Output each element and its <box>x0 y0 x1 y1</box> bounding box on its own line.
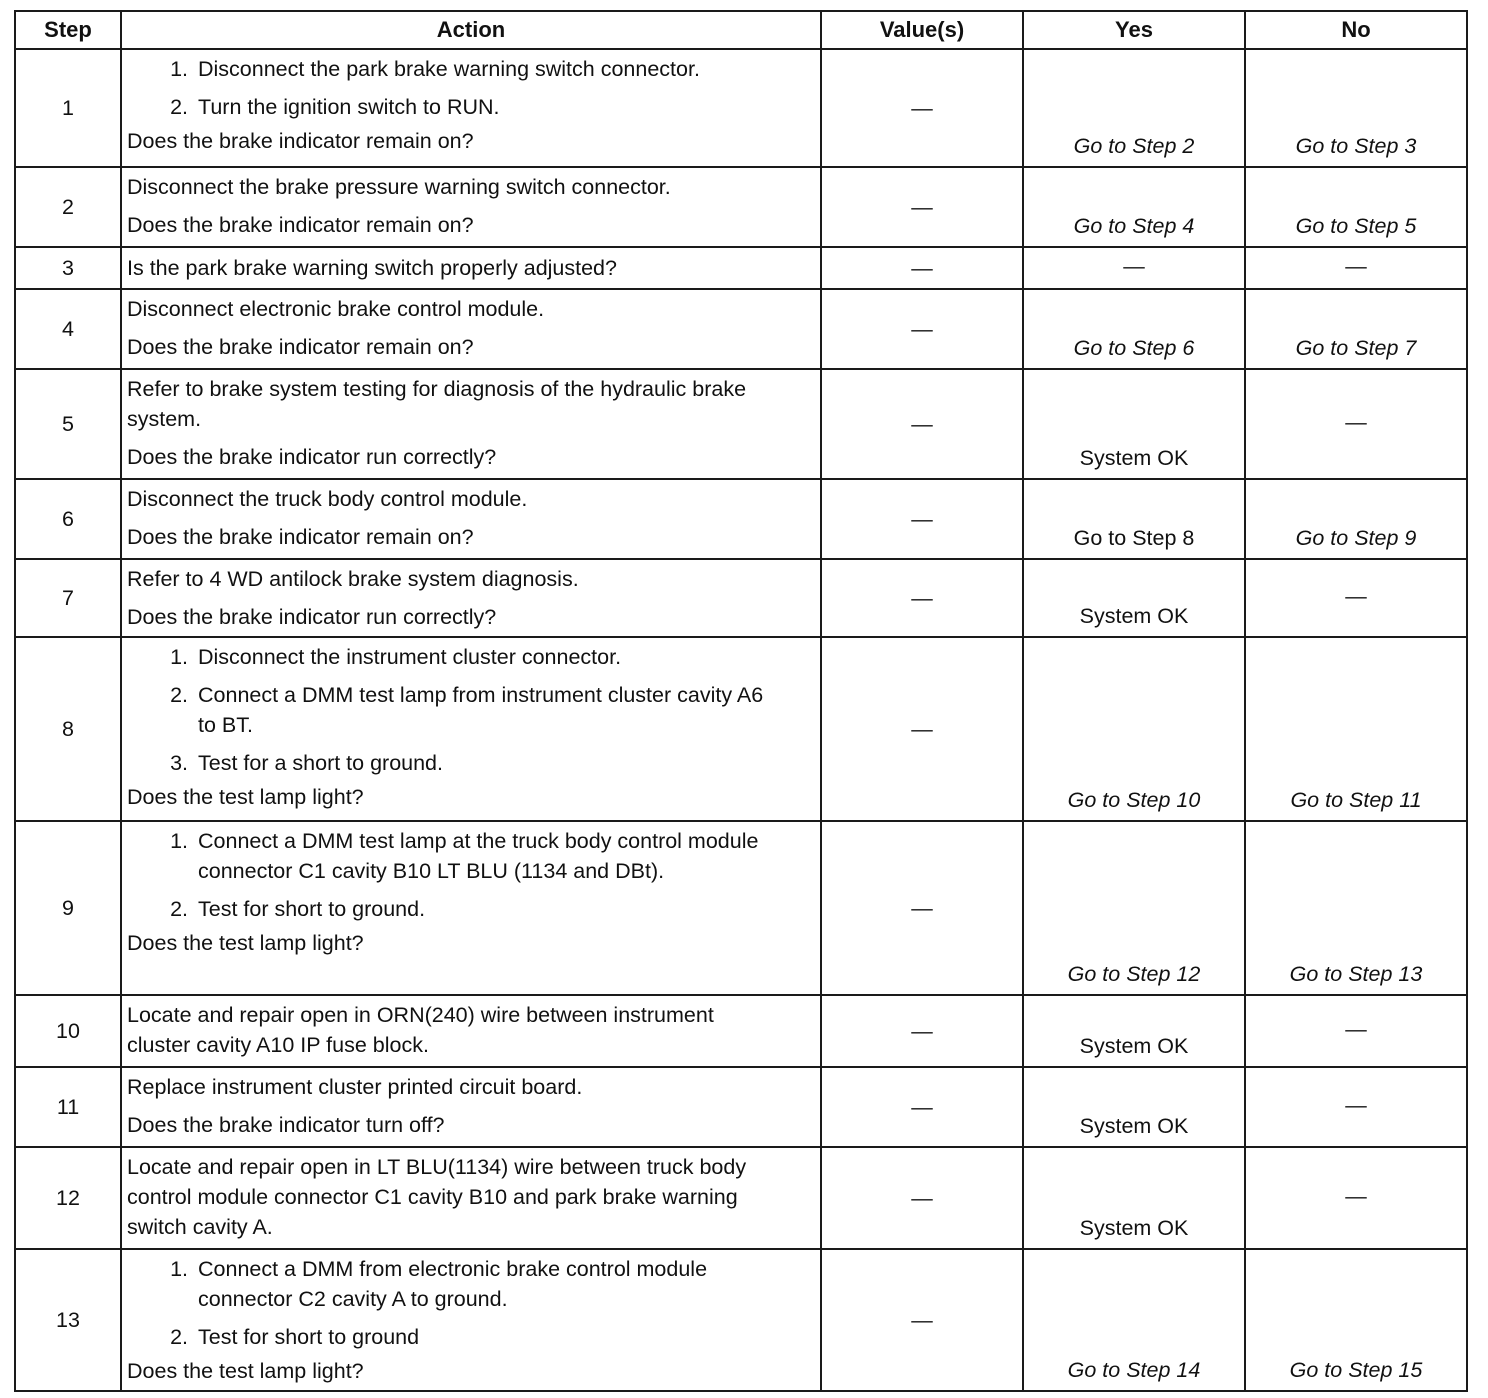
header-action: Action <box>121 11 821 49</box>
action-question: Does the brake indicator remain on? <box>127 335 474 359</box>
table-row <box>15 637 1467 821</box>
yes-cell: Go to Step 4 <box>1023 167 1245 247</box>
step-number: 7 <box>15 559 121 637</box>
no-cell: Go to Step 11 <box>1245 637 1467 821</box>
no-cell: — <box>1245 559 1467 637</box>
diagnostic-table <box>14 10 1468 1392</box>
value-cell: — <box>821 995 1023 1067</box>
step-number: 3 <box>15 247 121 289</box>
action-step: 2. Test for short to ground. <box>194 894 816 924</box>
step-number: 2 <box>15 167 121 247</box>
action-question: Locate and repair open in ORN(240) wire between instrument cluster cavity A10 IP fuse block. <box>127 1003 714 1057</box>
table-row <box>15 1249 1467 1391</box>
table-row <box>15 995 1467 1067</box>
action-cell <box>121 369 821 479</box>
value-cell: — <box>821 637 1023 821</box>
header-yes: Yes <box>1023 11 1245 49</box>
no-cell: — <box>1245 995 1467 1067</box>
action-cell <box>121 559 821 637</box>
value-cell: — <box>821 167 1023 247</box>
action-cell <box>121 1067 821 1147</box>
action-text: Refer to 4 WD antilock brake system diagnosis. <box>127 567 579 591</box>
step-number: 4 <box>15 289 121 369</box>
no-cell: Go to Step 7 <box>1245 289 1467 369</box>
step-number: 5 <box>15 369 121 479</box>
no-cell: — <box>1245 1147 1467 1249</box>
action-cell <box>121 289 821 369</box>
no-cell: Go to Step 13 <box>1245 821 1467 995</box>
action-cell <box>121 247 821 289</box>
action-question: Locate and repair open in LT BLU(1134) wire between truck body control module connector C1 cavity B10 and park brake warning switch cavity A. <box>127 1155 747 1239</box>
no-cell: — <box>1245 1067 1467 1147</box>
table-row <box>15 479 1467 559</box>
action-cell <box>121 1249 821 1391</box>
action-question: Does the brake indicator remain on? <box>127 525 474 549</box>
yes-cell: Go to Step 10 <box>1023 637 1245 821</box>
yes-cell: System OK <box>1023 995 1245 1067</box>
no-cell: — <box>1245 369 1467 479</box>
step-number: 8 <box>15 637 121 821</box>
action-question: Does the test lamp light? <box>127 785 364 809</box>
value-cell: — <box>821 1067 1023 1147</box>
action-step: 2. Connect a DMM test lamp from instrument cluster cavity A6 to BT. <box>194 680 816 740</box>
yes-cell: Go to Step 6 <box>1023 289 1245 369</box>
yes-cell: System OK <box>1023 1147 1245 1249</box>
action-question: Does the brake indicator run correctly? <box>127 445 497 469</box>
action-step: 2. Test for short to ground <box>194 1322 816 1352</box>
action-question: Does the test lamp light? <box>127 1359 364 1383</box>
action-text: Disconnect the truck body control module. <box>127 487 528 511</box>
no-cell: — <box>1245 247 1467 289</box>
no-cell: Go to Step 3 <box>1245 49 1467 167</box>
header-step: Step <box>15 11 121 49</box>
table-row <box>15 821 1467 995</box>
action-text: Refer to brake system testing for diagnosis of the hydraulic brake system. <box>127 377 747 431</box>
table-row <box>15 1147 1467 1249</box>
action-step: 3. Test for a short to ground. <box>194 748 816 778</box>
yes-cell: Go to Step 14 <box>1023 1249 1245 1391</box>
action-step: 1. Connect a DMM from electronic brake control module connector C2 cavity A to ground. <box>194 1254 816 1314</box>
header-no: No <box>1245 11 1467 49</box>
table-row <box>15 289 1467 369</box>
action-steps-list <box>127 1254 816 1352</box>
yes-cell: Go to Step 2 <box>1023 49 1245 167</box>
action-cell <box>121 637 821 821</box>
no-cell: Go to Step 9 <box>1245 479 1467 559</box>
table-row <box>15 49 1467 167</box>
table-row <box>15 247 1467 289</box>
action-cell <box>121 821 821 995</box>
table-row <box>15 1067 1467 1147</box>
step-number: 12 <box>15 1147 121 1249</box>
action-step: 2. Turn the ignition switch to RUN. <box>194 92 816 122</box>
step-number: 11 <box>15 1067 121 1147</box>
value-cell: — <box>821 289 1023 369</box>
table-row <box>15 167 1467 247</box>
yes-cell: System OK <box>1023 1067 1245 1147</box>
step-number: 10 <box>15 995 121 1067</box>
action-question: Does the brake indicator remain on? <box>127 129 474 153</box>
action-question: Does the brake indicator remain on? <box>127 213 474 237</box>
action-cell <box>121 49 821 167</box>
action-steps-list <box>127 642 816 778</box>
value-cell: — <box>821 369 1023 479</box>
action-cell <box>121 167 821 247</box>
yes-cell: — <box>1023 247 1245 289</box>
yes-cell: System OK <box>1023 369 1245 479</box>
header-values: Value(s) <box>821 11 1023 49</box>
action-question: Is the park brake warning switch properly adjusted? <box>127 256 617 280</box>
header-row <box>15 11 1467 49</box>
action-cell <box>121 1147 821 1249</box>
no-cell: Go to Step 15 <box>1245 1249 1467 1391</box>
table-row <box>15 559 1467 637</box>
step-number: 13 <box>15 1249 121 1391</box>
no-cell: Go to Step 5 <box>1245 167 1467 247</box>
action-steps-list <box>127 54 816 122</box>
action-step: 1. Disconnect the park brake warning switch connector. <box>194 54 816 84</box>
step-number: 9 <box>15 821 121 995</box>
action-step: 1. Connect a DMM test lamp at the truck body control module connector C1 cavity B10 LT BLU (1134 and DBt). <box>194 826 816 886</box>
yes-cell: Go to Step 8 <box>1023 479 1245 559</box>
value-cell: — <box>821 559 1023 637</box>
table-row <box>15 369 1467 479</box>
action-question: Does the brake indicator run correctly? <box>127 605 497 629</box>
value-cell: — <box>821 1147 1023 1249</box>
action-cell <box>121 995 821 1067</box>
value-cell: — <box>821 49 1023 167</box>
yes-cell: System OK <box>1023 559 1245 637</box>
action-cell <box>121 479 821 559</box>
value-cell: — <box>821 1249 1023 1391</box>
value-cell: — <box>821 479 1023 559</box>
action-step: 1. Disconnect the instrument cluster connector. <box>194 642 816 672</box>
action-text: Replace instrument cluster printed circuit board. <box>127 1075 583 1099</box>
value-cell: — <box>821 247 1023 289</box>
yes-cell: Go to Step 12 <box>1023 821 1245 995</box>
action-question: Does the test lamp light? <box>127 931 364 955</box>
action-steps-list <box>127 826 816 924</box>
step-number: 6 <box>15 479 121 559</box>
action-question: Does the brake indicator turn off? <box>127 1113 445 1137</box>
step-number: 1 <box>15 49 121 167</box>
action-text: Disconnect electronic brake control module. <box>127 297 545 321</box>
value-cell: — <box>821 821 1023 995</box>
action-text: Disconnect the brake pressure warning switch connector. <box>127 175 671 199</box>
